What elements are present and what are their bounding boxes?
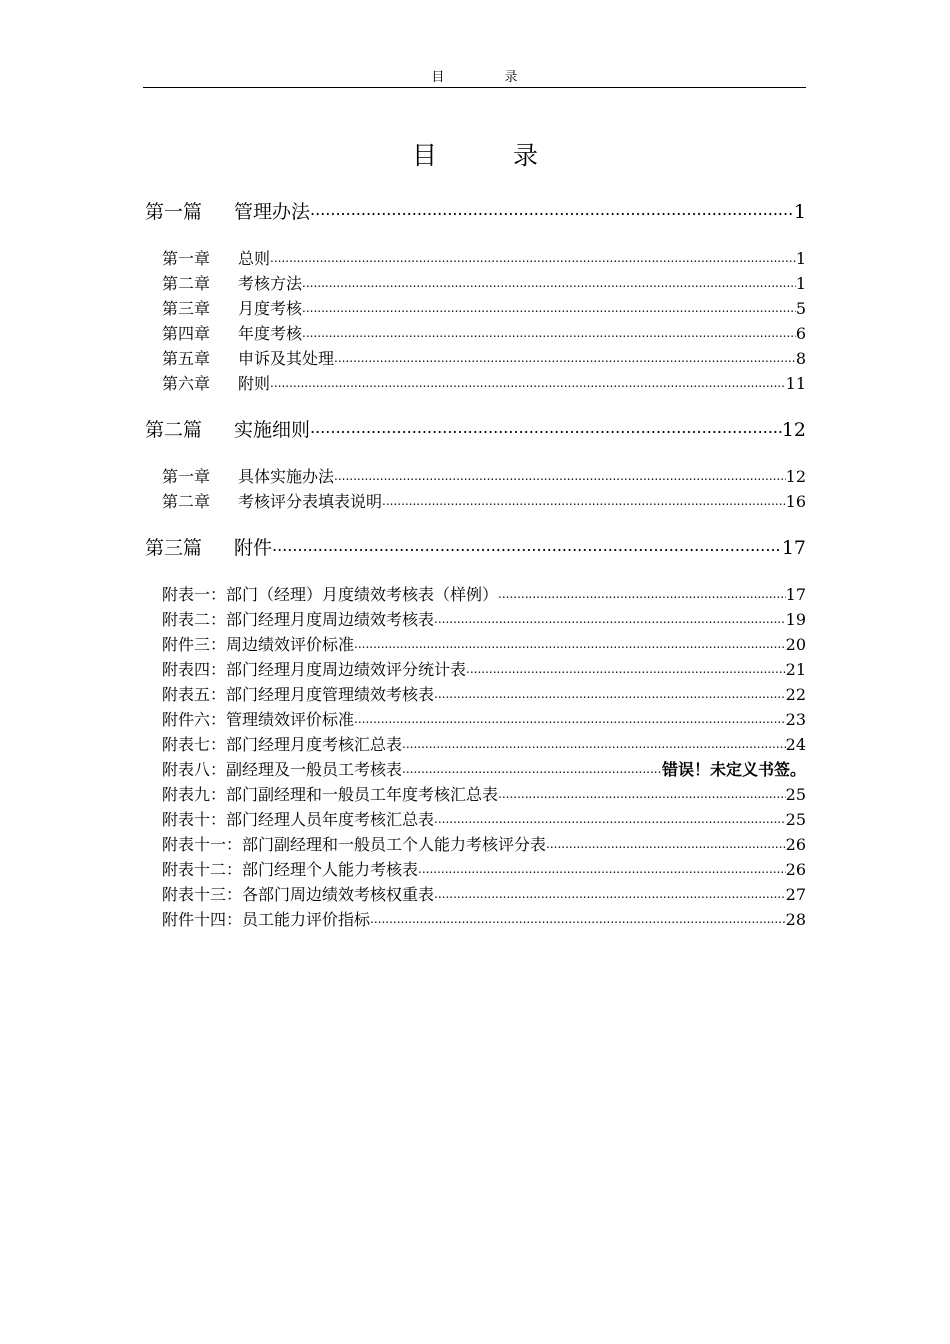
- toc-entry-title: 附则: [238, 374, 271, 393]
- toc-entry-number: 第二章: [162, 492, 211, 511]
- toc-entry-label: [162, 807, 434, 830]
- toc-entry-label: [162, 632, 354, 655]
- toc-entry-title: 具体实施办法: [238, 467, 335, 486]
- page-title: [0, 136, 950, 172]
- toc-dot-leader: [310, 199, 794, 218]
- toc-entry-label: [162, 707, 354, 730]
- toc-entry-title: 附表十：部门经理人员年度考核汇总表: [162, 810, 435, 829]
- toc-entry-label: [162, 371, 270, 394]
- toc-entry-label: [145, 415, 310, 442]
- toc-entry-title: 考核方法: [238, 274, 303, 293]
- toc-chapter-entry[interactable]: [162, 657, 806, 680]
- toc-entry-title: 附表十一：部门副经理和一般员工个人能力考核评分表: [162, 835, 547, 854]
- toc-entry-label: [162, 757, 402, 780]
- toc-dot-leader: [354, 709, 786, 725]
- toc-entry-label: [162, 657, 466, 680]
- toc-entry-title: 实施细则: [234, 419, 311, 441]
- toc-chapter-entry[interactable]: [162, 857, 806, 880]
- toc-entry-number: 第四章: [162, 324, 211, 343]
- toc-entry-label: [162, 246, 270, 269]
- toc-entry-title: 附件十四：员工能力评价指标: [162, 910, 371, 929]
- toc-chapter-entry[interactable]: [162, 464, 806, 487]
- toc-part-entry[interactable]: [145, 415, 806, 442]
- toc-entry-number: 第六章: [162, 374, 211, 393]
- toc-page-number: 24: [785, 735, 806, 754]
- toc-entry-number: 第三章: [162, 299, 211, 318]
- toc-entry-label: [162, 582, 498, 605]
- toc-entry-title: 附表十二：部门经理个人能力考核表: [162, 860, 419, 879]
- toc-entry-label: [162, 882, 434, 905]
- toc-dot-leader: [272, 535, 782, 554]
- toc-chapter-entry[interactable]: [162, 757, 806, 780]
- toc-entry-label: [162, 832, 546, 855]
- toc-page-number: 27: [785, 885, 806, 904]
- toc-entry-title: 附表五：部门经理月度管理绩效考核表: [162, 685, 435, 704]
- toc-chapter-entry[interactable]: [162, 607, 806, 630]
- toc-entry-title: 申诉及其处理: [238, 349, 335, 368]
- toc-entry-title: 附表九：部门副经理和一般员工年度考核汇总表: [162, 785, 499, 804]
- page-header-text: 目 录: [431, 70, 546, 85]
- toc-dot-leader: [434, 884, 786, 900]
- toc-page-number: 1: [795, 274, 806, 293]
- toc-chapter-entry[interactable]: [162, 632, 806, 655]
- toc-page-number: 8: [795, 349, 806, 368]
- toc-entry-title: 附表二：部门经理月度周边绩效考核表: [162, 610, 435, 629]
- toc-dot-leader: [402, 759, 662, 775]
- toc-page-number: 20: [785, 635, 806, 654]
- toc-dot-leader: [546, 834, 786, 850]
- toc-entry-title: 附表四：部门经理月度周边绩效评分统计表: [162, 660, 467, 679]
- toc-entry-title: 管理办法: [234, 201, 311, 223]
- toc-chapter-entry[interactable]: [162, 807, 806, 830]
- toc-chapter-entry[interactable]: [162, 582, 806, 605]
- toc-page-number: 16: [785, 492, 806, 511]
- toc-dot-leader: [498, 584, 786, 600]
- toc-dot-leader: [302, 298, 796, 314]
- toc-page-number: 1: [795, 249, 806, 268]
- toc-dot-leader: [382, 491, 786, 507]
- toc-bookmark-error: 错误！未定义书签。: [661, 760, 806, 779]
- toc-entry-title: 附表八：副经理及一般员工考核表: [162, 760, 403, 779]
- toc-chapter-entry[interactable]: [162, 832, 806, 855]
- toc-page-number: 17: [785, 585, 806, 604]
- toc-entry-title: 年度考核: [238, 324, 303, 343]
- page-title-text: 目 录: [412, 141, 572, 170]
- toc-page-number: 19: [785, 610, 806, 629]
- toc-dot-leader: [370, 909, 786, 925]
- toc-page-number: 12: [781, 419, 806, 441]
- toc-part-entry[interactable]: [145, 197, 806, 224]
- toc-dot-leader: [270, 248, 796, 264]
- toc-page-number: 26: [785, 835, 806, 854]
- toc-page-number: 26: [785, 860, 806, 879]
- toc-entry-number: 第三篇: [145, 537, 203, 559]
- toc-page-number: 6: [795, 324, 806, 343]
- toc-page-number: 22: [785, 685, 806, 704]
- toc-entry-number: 第二篇: [145, 419, 203, 441]
- toc-chapter-entry[interactable]: [162, 882, 806, 905]
- toc-page-number: 1: [793, 201, 806, 223]
- toc-entry-label: [162, 607, 434, 630]
- toc-chapter-entry[interactable]: [162, 246, 806, 269]
- toc-entry-label: [162, 489, 382, 512]
- toc-page-number: 12: [785, 467, 806, 486]
- toc-entry-label: [145, 197, 310, 224]
- toc-dot-leader: [402, 734, 786, 750]
- toc-entry-label: [162, 321, 302, 344]
- toc-entry-title: 总则: [238, 249, 271, 268]
- toc-dot-leader: [466, 659, 786, 675]
- toc-entry-title: 考核评分表填表说明: [238, 492, 383, 511]
- toc-entry-label: [162, 682, 434, 705]
- toc-chapter-entry[interactable]: [162, 682, 806, 705]
- toc-page-number: 17: [781, 537, 806, 559]
- toc-entry-title: 附表七：部门经理月度考核汇总表: [162, 735, 403, 754]
- toc-page-number: 21: [785, 660, 806, 679]
- toc-entry-title: 附表一：部门（经理）月度绩效考核表（样例）: [162, 585, 499, 604]
- toc-entry-number: 第一章: [162, 249, 211, 268]
- toc-entry-label: [162, 346, 334, 369]
- toc-page-number: 23: [785, 710, 806, 729]
- toc-entry-number: 第五章: [162, 349, 211, 368]
- toc-entry-title: 附件: [234, 537, 273, 559]
- toc-chapter-entry[interactable]: [162, 707, 806, 730]
- page-header: [143, 66, 806, 88]
- toc-dot-leader: [434, 809, 786, 825]
- toc-chapter-entry[interactable]: [162, 489, 806, 512]
- toc-dot-leader: [334, 466, 786, 482]
- toc-entry-label: [162, 907, 370, 930]
- toc-page-number: 28: [785, 910, 806, 929]
- toc-entry-label: [145, 533, 272, 560]
- toc-entry-title: 附表十三：各部门周边绩效考核权重表: [162, 885, 435, 904]
- toc-entry-title: 附件三：周边绩效评价标准: [162, 635, 355, 654]
- toc-dot-leader: [434, 609, 786, 625]
- toc-dot-leader: [418, 859, 786, 875]
- toc-entry-number: 第一篇: [145, 201, 203, 223]
- toc-part-entry[interactable]: [145, 533, 806, 560]
- toc-dot-leader: [434, 684, 786, 700]
- toc-entry-label: [162, 464, 334, 487]
- toc-entry-number: 第一章: [162, 467, 211, 486]
- toc-entry-label: [162, 732, 402, 755]
- toc-chapter-entry[interactable]: [162, 371, 806, 394]
- toc-chapter-entry[interactable]: [162, 346, 806, 369]
- toc-dot-leader: [354, 634, 786, 650]
- toc-entry-title: 月度考核: [238, 299, 303, 318]
- toc-chapter-entry[interactable]: [162, 321, 806, 344]
- toc-chapter-entry[interactable]: [162, 782, 806, 805]
- toc-entry-title: 附件六：管理绩效评价标准: [162, 710, 355, 729]
- toc-dot-leader: [270, 373, 786, 389]
- toc-page-number: 25: [785, 785, 806, 804]
- toc-dot-leader: [334, 348, 796, 364]
- toc-chapter-entry[interactable]: [162, 907, 806, 930]
- toc-page-number: 11: [785, 374, 806, 393]
- toc-chapter-entry[interactable]: [162, 271, 806, 294]
- toc-entry-label: [162, 857, 418, 880]
- toc-dot-leader: [302, 323, 796, 339]
- toc-chapter-entry[interactable]: [162, 732, 806, 755]
- toc-chapter-entry[interactable]: [162, 296, 806, 319]
- toc-dot-leader: [498, 784, 786, 800]
- toc-entry-label: [162, 271, 302, 294]
- toc-page-number: 5: [795, 299, 806, 318]
- toc-dot-leader: [302, 273, 796, 289]
- toc-entry-number: 第二章: [162, 274, 211, 293]
- toc-dot-leader: [310, 417, 782, 436]
- toc-entry-label: [162, 296, 302, 319]
- toc-entry-label: [162, 782, 498, 805]
- toc-page-number: 25: [785, 810, 806, 829]
